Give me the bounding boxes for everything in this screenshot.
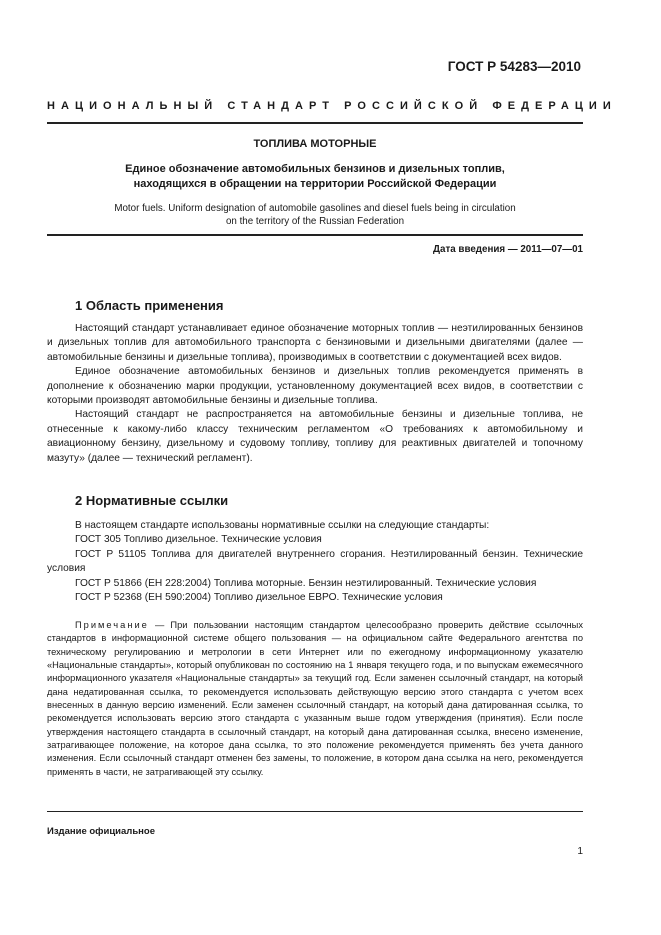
document-subtitle	[47, 162, 583, 192]
english-title-line: on the territory of the Russian Federation	[225, 216, 405, 227]
divider	[47, 811, 583, 812]
reference-item: ГОСТ Р 52368 (ЕН 590:2004) Топливо дизельное ЕВРО. Технические условия	[75, 592, 443, 604]
document-title: ТОПЛИВА МОТОРНЫЕ	[253, 138, 377, 150]
english-title	[47, 202, 583, 228]
paragraph: Настоящий стандарт устанавливает единое обозначение моторных топлив — неэтилированных бензинов и дизельных топлив для автомобильного транспорта с бензиновыми и дизельными двигателями (далее — автомобильные бензины и дизельные топлива), производимых в соответствии с документацией всех видов.	[47, 323, 583, 363]
english-title-line: Motor fuels. Uniform designation of automobile gasolines and diesel fuels being in circulation	[114, 203, 516, 214]
section-heading: 1 Область применения	[75, 298, 224, 313]
section-body	[47, 322, 583, 466]
reference-item: ГОСТ 305 Топливо дизельное. Технические условия	[75, 534, 322, 546]
reference-item: ГОСТ Р 51105 Топлива для двигателей внутреннего сгорания. Неэтилированный бензин. Технические условия	[47, 548, 583, 575]
paragraph: В настоящем стандарте использованы нормативные ссылки на следующие стандарты:	[75, 520, 490, 531]
subtitle-line: находящихся в обращении на территории Российской Федерации	[133, 178, 497, 190]
paragraph: Настоящий стандарт не распространяется на автомобильные бензины и дизельные топлива, не отнесенные к какому-либо классу техническим регламентом «О требованиях к автомобильному и авиационному бензину, дизельному и судовому топливу, топливу для реактивных двигателей и топочному мазуту» (далее — технический регламент).	[47, 409, 583, 464]
note-text: — При пользовании настоящим стандартом целесообразно проверить действие ссылочных стандартов в информационной системе общего пользования — на официальном сайте Федерального агентства по техническому регулированию и метрологии в сети Интернет или по ежегодному информационному указателю «Национальные стандарты», который опубликован по состоянию на 1 января текущего года, и по выпускам ежемесячного информационного указателя «Национальные стандарты» за текущий год. Если заменен ссылочный стандарт, на который дана недатированная ссылка, то рекомендуется использовать действующую версию этого стандарта с учетом всех внесенных в данную версию изменений. Если заменен ссылочный стандарт, на который дана датированная ссылка, то рекомендуется использовать версию этого стандарта с указанным выше годом утверждения (принятия). Если после утверждения настоящего стандарта в ссылочный стандарт, на который дана датированная ссылка, внесено изменение, затрагивающее положение, на которое дана ссылка, то это положение рекомендуется применять без учета данного изменения. Если ссылочный стандарт отменен без замены, то положение, в котором дана ссылка на него, рекомендуется применять в части, не затрагивающей эту ссылку.	[47, 620, 583, 777]
page-number: 1	[577, 846, 583, 857]
national-standard-heading: НАЦИОНАЛЬНЫЙ СТАНДАРТ РОССИЙСКОЙ ФЕДЕРАЦИИ	[47, 100, 617, 112]
edition-label: Издание официальное	[47, 826, 155, 837]
divider	[47, 122, 583, 124]
gost-number: ГОСТ Р 54283—2010	[447, 59, 581, 74]
introduction-date: Дата введения — 2011—07—01	[433, 244, 583, 255]
divider	[47, 234, 583, 236]
note-label: Примечание	[75, 620, 149, 630]
section-heading: 2 Нормативные ссылки	[75, 493, 229, 508]
subtitle-line: Единое обозначение автомобильных бензинов и дизельных топлив,	[125, 163, 505, 175]
note	[47, 619, 583, 779]
section-body	[47, 519, 583, 605]
reference-item: ГОСТ Р 51866 (ЕН 228:2004) Топлива моторные. Бензин неэтилированный. Технические условия	[75, 577, 537, 589]
paragraph: Единое обозначение автомобильных бензинов и дизельных топлив рекомендуется применять в дополнение к обозначению марки продукции, установленному документацией всех видов, в соответствии с которыми производят автомобильные бензины и дизельные топлива.	[47, 366, 583, 407]
